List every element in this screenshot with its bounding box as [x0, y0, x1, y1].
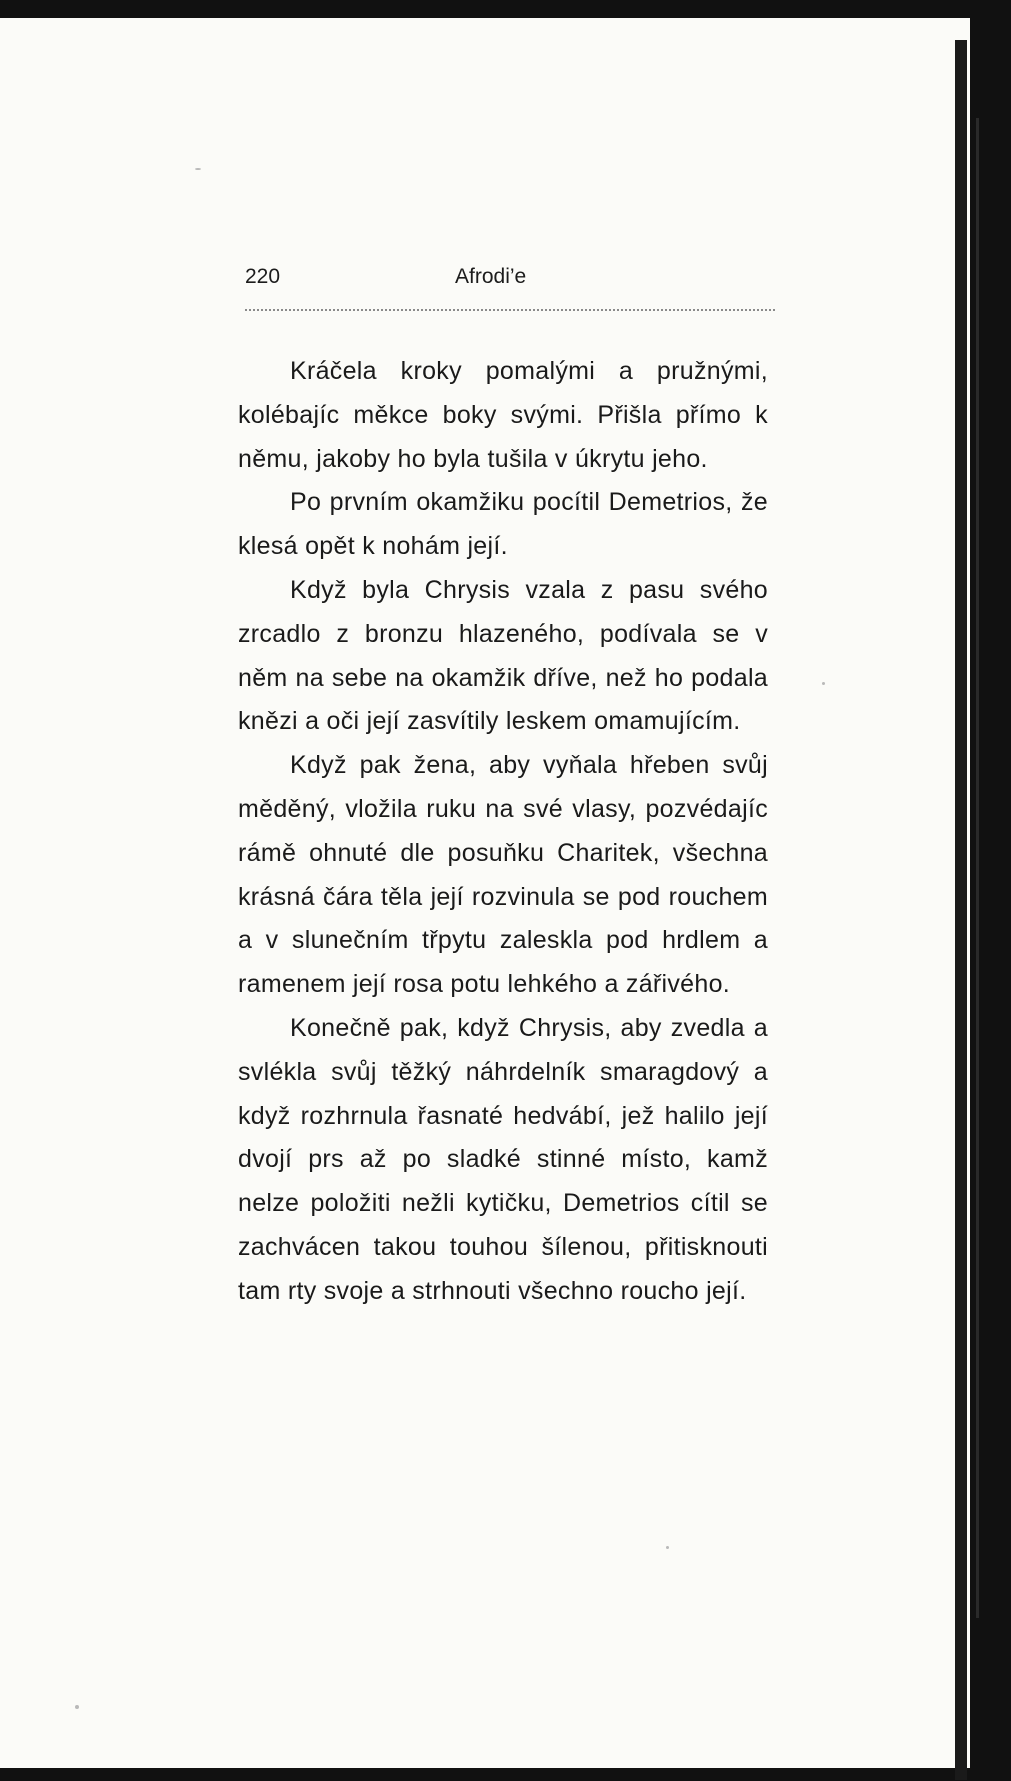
paper-speck [75, 1705, 79, 1709]
body-text [238, 350, 768, 1314]
page-number: 220 [245, 265, 281, 288]
paper-speck [195, 168, 201, 170]
running-header-title: Afrodi’e [455, 265, 527, 288]
paragraph-3: Když byla Chrysis vzala z pasu svého zrcadlo z bronzu hlazeného, podívala se v něm na sebe na okamžik dříve, než ho podala knězi a oči její zasvítily leskem omamujícím. [238, 575, 768, 736]
paper-speck [666, 1546, 669, 1549]
paragraph-5: Konečně pak, když Chrysis, aby zvedla a svlékla svůj těžký náhrdelník smaragdový a když rozhrnula řasnaté hedvábí, jež halilo její dvojí prs až po sladké stinné místo, kamž nelze položiti nežli kytičku, Demetrios cítil se zachvácen takou touhou šílenou, přitisknouti tam rty svoje a strhnouti všechno roucho její. [238, 1013, 768, 1305]
paper-speck [822, 682, 825, 685]
page-edge [976, 118, 999, 1618]
paragraph-1: Kráčela kroky pomalými a pružnými, kolébajíc měkce boky svými. Přišla přímo k němu, jakoby ho byla tušila v úkrytu jeho. [238, 357, 768, 473]
paragraph-4: Když pak žena, aby vyňala hřeben svůj měděný, vložila ruku na své vlasy, pozvédajíc rámě ohnuté dle posuňku Charitek, všechna krásná čára těla její rozvinula se pod rouchem a v slunečním třpytu zaleskla pod hrdlem a ramenem její rosa potu lehkého a zářivého. [238, 751, 768, 999]
book-spine-shadow [955, 40, 967, 1780]
paragraph-2: Po prvním okamžiku pocítil Demetrios, že klesá opět k nohám její. [238, 488, 768, 561]
header-divider [245, 309, 775, 311]
